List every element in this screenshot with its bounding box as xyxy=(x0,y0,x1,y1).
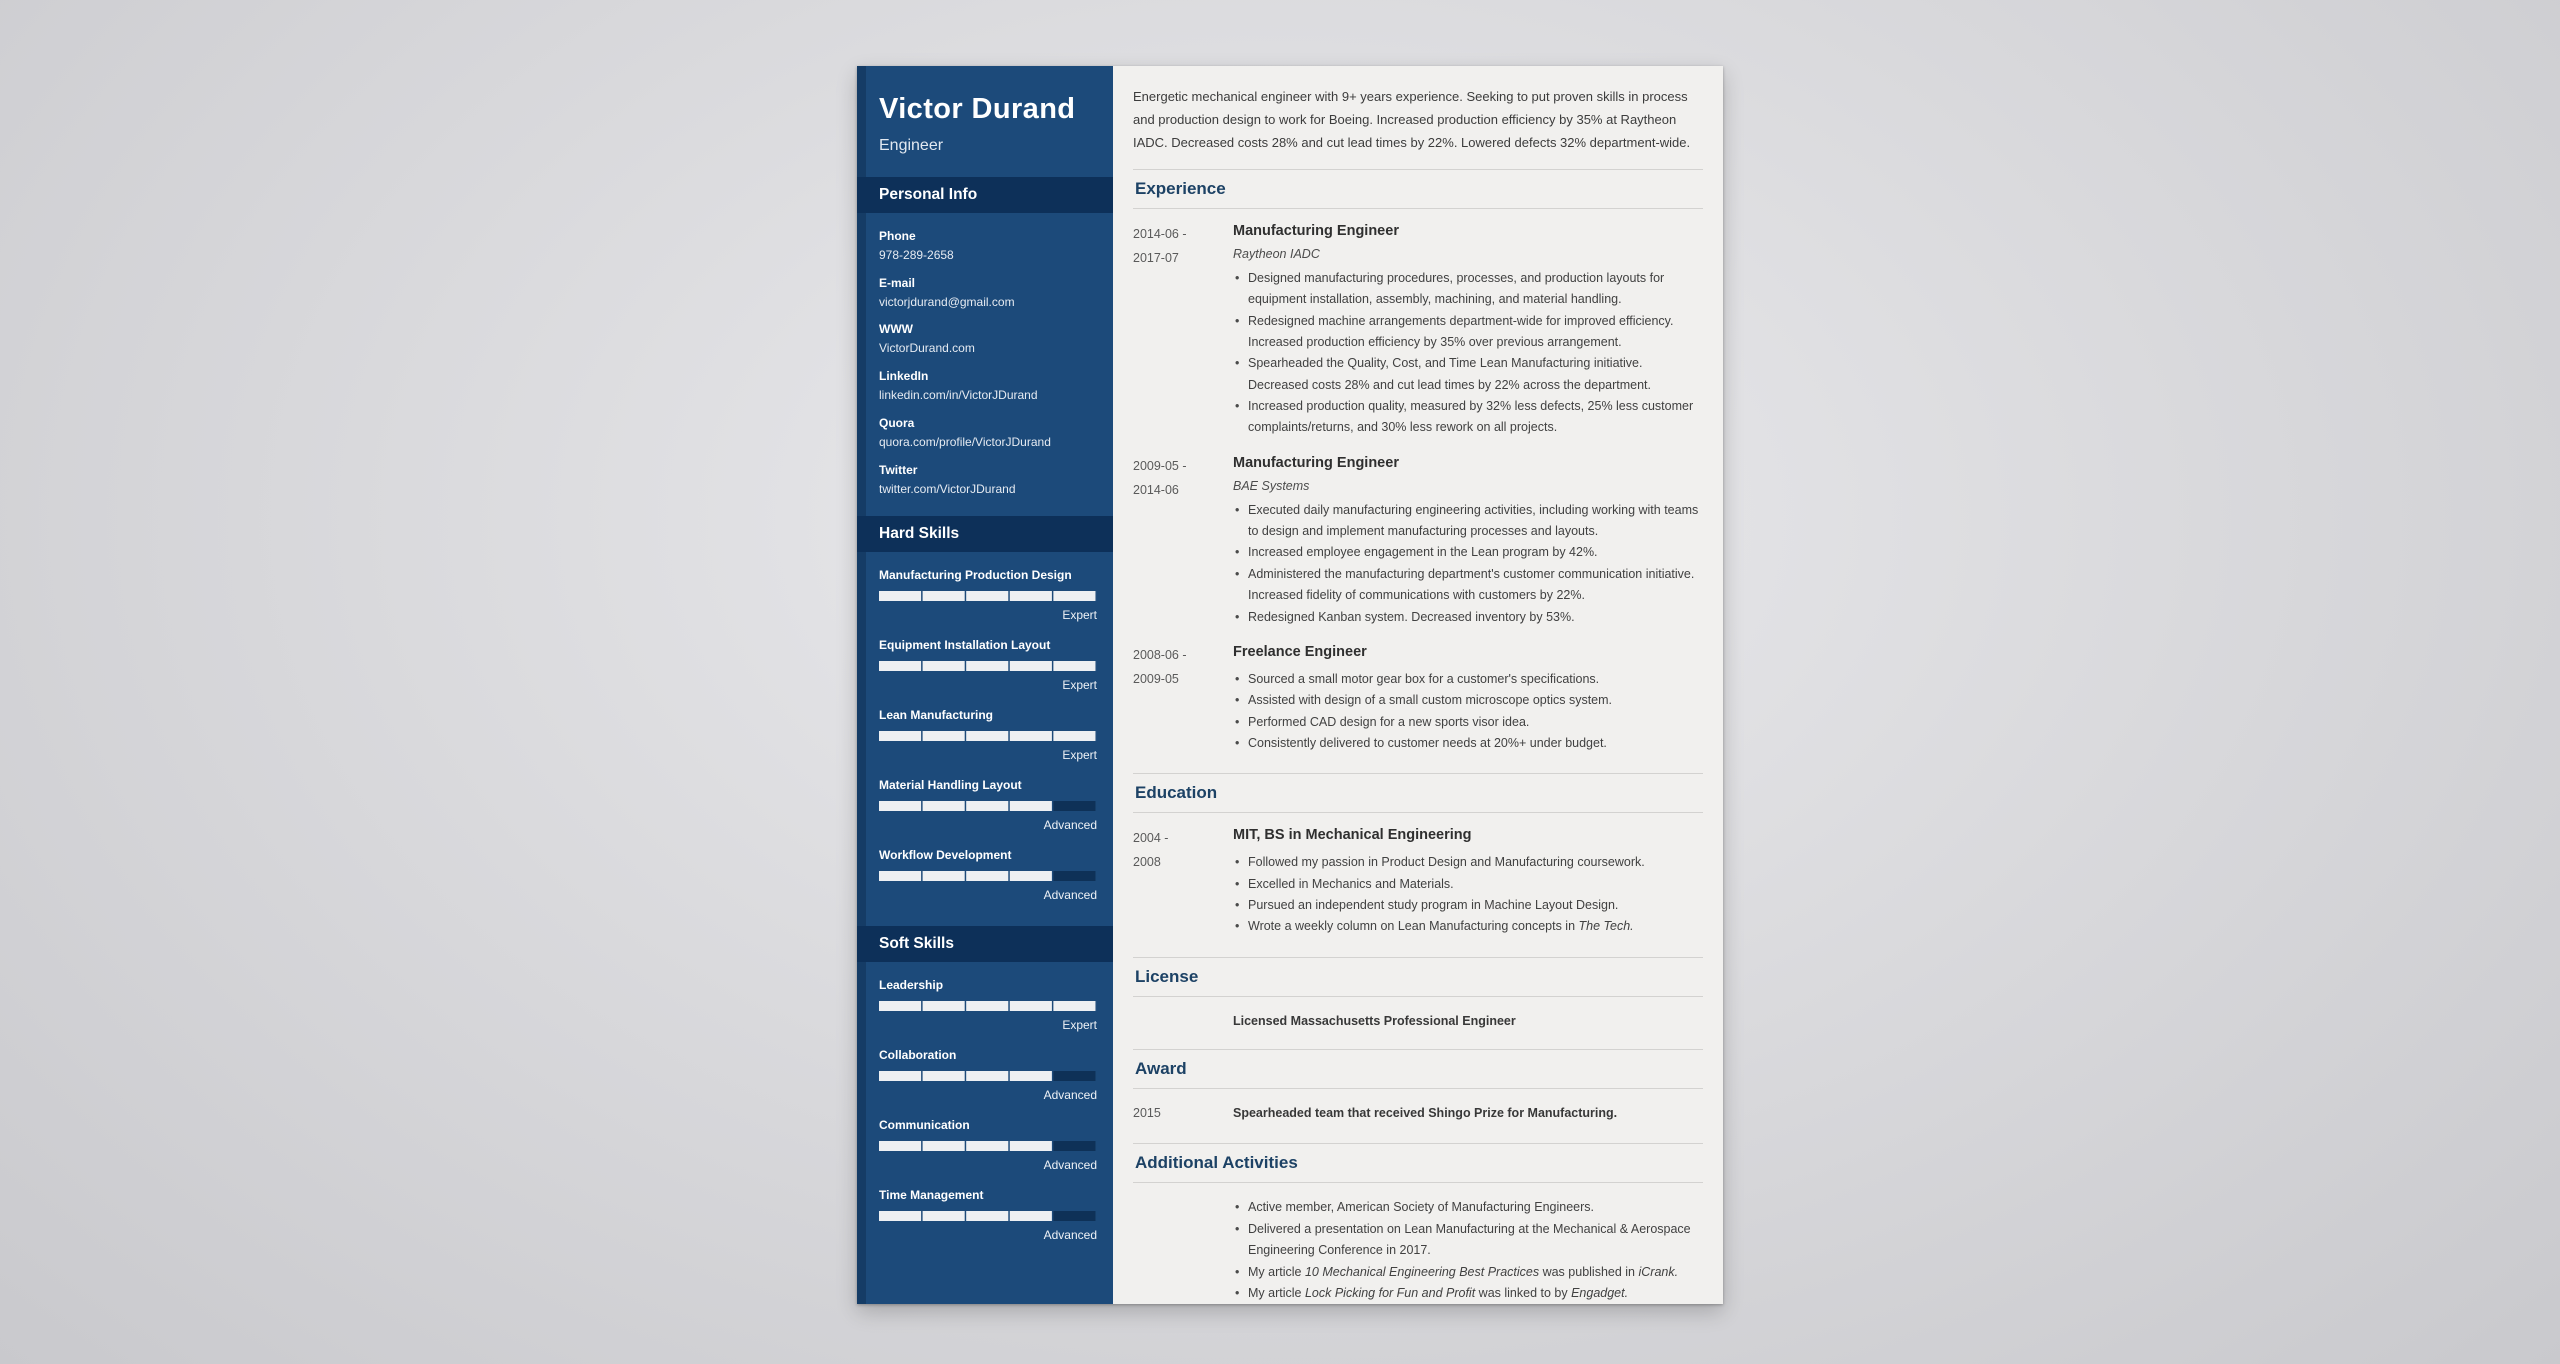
entry-date-line: 2008-06 - xyxy=(1133,647,1187,662)
bullet-item: • Designed manufacturing procedures, processes, and production layouts for equipment installation, assembly, machining, and material handling. xyxy=(1233,268,1703,311)
bullet-item: • Pursued an independent study program in Machine Layout Design. xyxy=(1233,895,1703,916)
bullet-list xyxy=(1233,1197,1703,1304)
contact-label: Twitter xyxy=(879,462,918,477)
skill-level-label: Expert xyxy=(1062,1017,1097,1032)
entry-date-line: 2015 xyxy=(1133,1105,1161,1120)
contact-label: E-mail xyxy=(879,275,916,290)
entry-row xyxy=(1133,1196,1703,1304)
personal-info-heading: Personal Info xyxy=(857,177,1113,213)
section-heading-education: Education xyxy=(1133,773,1703,813)
section-heading-additional-activities: Additional Activities xyxy=(1133,1143,1703,1183)
entry-row xyxy=(1133,454,1703,628)
skill-level-label: Expert xyxy=(1062,677,1097,692)
summary-text: Energetic mechanical engineer with 9+ years experience. Seeking to put proven skills in process and production design to work for Boeing. Increased production efficiency by 35% at Raytheon IADC. Decreased costs 28% and cut lead times by 22%. Lowered defects 32% department-wide. xyxy=(1133,89,1691,150)
soft-skills-list xyxy=(857,962,1113,1266)
contact-value: linkedin.com/in/VictorJDurand xyxy=(879,388,1038,403)
contact-item-quora xyxy=(879,416,1097,451)
entry-title: MIT, BS in Mechanical Engineering xyxy=(1233,827,1472,844)
entry-subtitle: BAE Systems xyxy=(1233,478,1310,493)
entry-row xyxy=(1133,826,1703,937)
bullet-list xyxy=(1233,852,1703,938)
skill-bar-ticks xyxy=(879,1071,1097,1081)
section-license xyxy=(1133,957,1703,1049)
resume-page xyxy=(857,66,1723,1304)
entry-dates xyxy=(1133,643,1233,754)
skill-name: Workflow Development xyxy=(879,847,1012,862)
bullet-item: • Redesigned machine arrangements department-wide for improved efficiency. Increased production efficiency by 35% over previous arrangement. xyxy=(1233,311,1703,354)
contact-value: 978-289-2658 xyxy=(879,247,954,262)
entry-title: Freelance Engineer xyxy=(1233,643,1367,660)
section-heading-experience: Experience xyxy=(1133,169,1703,209)
skill-name: Manufacturing Production Design xyxy=(879,567,1072,582)
entry-row xyxy=(1133,1101,1703,1126)
bullet-item: • Increased employee engagement in the Lean program by 42%. xyxy=(1233,542,1703,563)
contact-value: quora.com/profile/VictorJDurand xyxy=(879,435,1051,450)
entry-dates xyxy=(1133,1101,1233,1126)
entry-date-line: 2009-05 xyxy=(1133,671,1179,686)
section-body-award xyxy=(1133,1089,1703,1144)
bullet-item: • Active member, American Society of Manufacturing Engineers. xyxy=(1233,1197,1703,1218)
entry-content xyxy=(1233,1196,1703,1304)
contact-value: twitter.com/VictorJDurand xyxy=(879,481,1016,496)
bullet-item: • Assisted with design of a small custom microscope optics system. xyxy=(1233,690,1703,711)
skill-bar xyxy=(879,871,1097,881)
entry-date-line: 2017-07 xyxy=(1133,250,1179,265)
contact-value: victorjdurand@gmail.com xyxy=(879,294,1015,309)
entry-date-line: 2014-06 - xyxy=(1133,227,1187,241)
bullet-item: • Followed my passion in Product Design and Manufacturing coursework. xyxy=(1233,852,1703,873)
skill-bar xyxy=(879,591,1097,601)
bullet-list xyxy=(1233,669,1703,755)
bullet-item: • Redesigned Kanban system. Decreased inventory by 53%. xyxy=(1233,607,1703,628)
resume-main xyxy=(1113,66,1723,1304)
skill-bar xyxy=(879,801,1097,811)
entry-content xyxy=(1233,643,1703,754)
skill-bar-ticks xyxy=(879,731,1097,741)
contact-label: LinkedIn xyxy=(879,369,929,384)
personal-info-list xyxy=(857,213,1113,516)
skill-bar-ticks xyxy=(879,1001,1097,1011)
section-heading-license: License xyxy=(1133,957,1703,997)
skill-name: Equipment Installation Layout xyxy=(879,637,1051,652)
skill-bar xyxy=(879,1071,1097,1081)
skill-bar xyxy=(879,1001,1097,1011)
contact-label: WWW xyxy=(879,322,913,337)
skill-item-workflow-development xyxy=(879,848,1097,902)
sidebar xyxy=(857,66,1113,1304)
skill-item-lean-manufacturing xyxy=(879,708,1097,762)
skill-level-label: Advanced xyxy=(1043,1087,1097,1102)
skill-bar-ticks xyxy=(879,1141,1097,1151)
entry-row xyxy=(1133,222,1703,439)
bullet-item: • Executed daily manufacturing engineering activities, including working with teams to design and implement manufacturing processes and layouts. xyxy=(1233,500,1703,543)
skill-item-material-handling-layout xyxy=(879,778,1097,832)
skill-item-time-management xyxy=(879,1188,1097,1242)
soft-skills-heading: Soft Skills xyxy=(857,926,1113,962)
entry-strong-text: Licensed Massachusetts Professional Engineer xyxy=(1233,1013,1516,1028)
entry-content xyxy=(1233,454,1703,628)
section-award xyxy=(1133,1049,1703,1144)
entry-date-line: 2004 - xyxy=(1133,831,1169,846)
entry-dates xyxy=(1133,826,1233,937)
contact-item-phone xyxy=(879,229,1097,264)
contact-item-twitter xyxy=(879,463,1097,498)
bullet-item: • Increased production quality, measured by 32% less defects, 25% less customer complaints/returns, and 30% less rework on all projects. xyxy=(1233,396,1703,439)
sidebar-accent-strip xyxy=(857,66,866,1304)
skill-level-label: Advanced xyxy=(1043,1227,1097,1242)
contact-item-www xyxy=(879,322,1097,357)
skill-level-label: Advanced xyxy=(1043,887,1097,902)
hard-skills-heading: Hard Skills xyxy=(857,516,1113,552)
entry-dates xyxy=(1133,1196,1233,1304)
entry-content xyxy=(1233,1101,1703,1126)
skill-bar-ticks xyxy=(879,871,1097,881)
bullet-item: • Performed CAD design for a new sports visor idea. xyxy=(1233,712,1703,733)
skill-level-label: Advanced xyxy=(1043,1157,1097,1172)
entry-dates xyxy=(1133,454,1233,628)
bullet-item: • Administered the manufacturing department's customer communication initiative. Increased fidelity of communications with customers by 22%. xyxy=(1233,564,1703,607)
bullet-item: • Sourced a small motor gear box for a customer's specifications. xyxy=(1233,669,1703,690)
skill-item-collaboration xyxy=(879,1048,1097,1102)
bullet-item: • My article Lock Picking for Fun and Profit was linked to by Engadget. xyxy=(1233,1283,1703,1304)
bullet-item: • My article 10 Mechanical Engineering Best Practices was published in iCrank. xyxy=(1233,1262,1703,1283)
skill-name: Leadership xyxy=(879,977,944,992)
skill-bar-ticks xyxy=(879,1211,1097,1221)
bullet-item: • Consistently delivered to customer needs at 20%+ under budget. xyxy=(1233,733,1703,754)
sections-container xyxy=(1133,169,1703,1304)
contact-label: Quora xyxy=(879,416,915,431)
skill-level-label: Advanced xyxy=(1043,817,1097,832)
entry-row xyxy=(1133,643,1703,754)
hard-skills-list xyxy=(857,552,1113,926)
skill-name: Collaboration xyxy=(879,1047,957,1062)
skill-bar-ticks xyxy=(879,801,1097,811)
skill-bar-ticks xyxy=(879,661,1097,671)
skill-bar xyxy=(879,1211,1097,1221)
skill-level-label: Expert xyxy=(1062,747,1097,762)
section-body-education xyxy=(1133,813,1703,956)
skill-name: Material Handling Layout xyxy=(879,777,1022,792)
entry-date-line: 2008 xyxy=(1133,855,1161,870)
section-body-license xyxy=(1133,997,1703,1049)
section-education xyxy=(1133,773,1703,956)
skill-item-leadership xyxy=(879,978,1097,1032)
entry-date-line: 2014-06 xyxy=(1133,482,1179,497)
section-heading-award: Award xyxy=(1133,1049,1703,1089)
skill-item-manufacturing-production-design xyxy=(879,568,1097,622)
bullet-item: • Wrote a weekly column on Lean Manufacturing concepts in The Tech. xyxy=(1233,916,1703,937)
section-experience xyxy=(1133,169,1703,773)
contact-item-e-mail xyxy=(879,276,1097,311)
entry-strong-text: Spearheaded team that received Shingo Prize for Manufacturing. xyxy=(1233,1105,1618,1120)
skill-level-label: Expert xyxy=(1062,607,1097,622)
entry-content xyxy=(1233,826,1703,937)
bullet-item: • Spearheaded the Quality, Cost, and Time Lean Manufacturing initiative. Decreased costs 28% and cut lead times by 22% across the department. xyxy=(1233,353,1703,396)
skill-name: Time Management xyxy=(879,1187,984,1202)
candidate-title: Engineer xyxy=(879,136,944,154)
skill-bar xyxy=(879,1141,1097,1151)
entry-dates xyxy=(1133,1009,1233,1031)
contact-label: Phone xyxy=(879,228,916,243)
entry-title: Manufacturing Engineer xyxy=(1233,223,1399,239)
skill-name: Lean Manufacturing xyxy=(879,707,994,722)
entry-title: Manufacturing Engineer xyxy=(1233,454,1399,471)
skill-item-communication xyxy=(879,1118,1097,1172)
skill-bar xyxy=(879,731,1097,741)
bullet-list xyxy=(1233,268,1703,439)
candidate-name: Victor Durand xyxy=(879,93,1076,125)
bullet-item: • Excelled in Mechanics and Materials. xyxy=(1233,874,1703,895)
name-block xyxy=(857,66,1113,177)
skill-bar xyxy=(879,661,1097,671)
section-body-experience xyxy=(1133,209,1703,773)
skill-name: Communication xyxy=(879,1117,970,1132)
entry-content xyxy=(1233,222,1703,439)
skill-item-equipment-installation-layout xyxy=(879,638,1097,692)
section-additional-activities xyxy=(1133,1143,1703,1304)
bullet-list xyxy=(1233,500,1703,628)
skill-bar-ticks xyxy=(879,591,1097,601)
entry-date-line: 2009-05 - xyxy=(1133,458,1187,473)
contact-value: VictorDurand.com xyxy=(879,341,975,356)
bullet-item: • Delivered a presentation on Lean Manufacturing at the Mechanical & Aerospace Engineering Conference in 2017. xyxy=(1233,1219,1703,1262)
entry-content xyxy=(1233,1009,1703,1031)
entry-row xyxy=(1133,1009,1703,1031)
contact-item-linkedin xyxy=(879,369,1097,404)
entry-dates xyxy=(1133,222,1233,439)
section-body-additional-activities xyxy=(1133,1183,1703,1304)
entry-subtitle: Raytheon IADC xyxy=(1233,246,1320,261)
